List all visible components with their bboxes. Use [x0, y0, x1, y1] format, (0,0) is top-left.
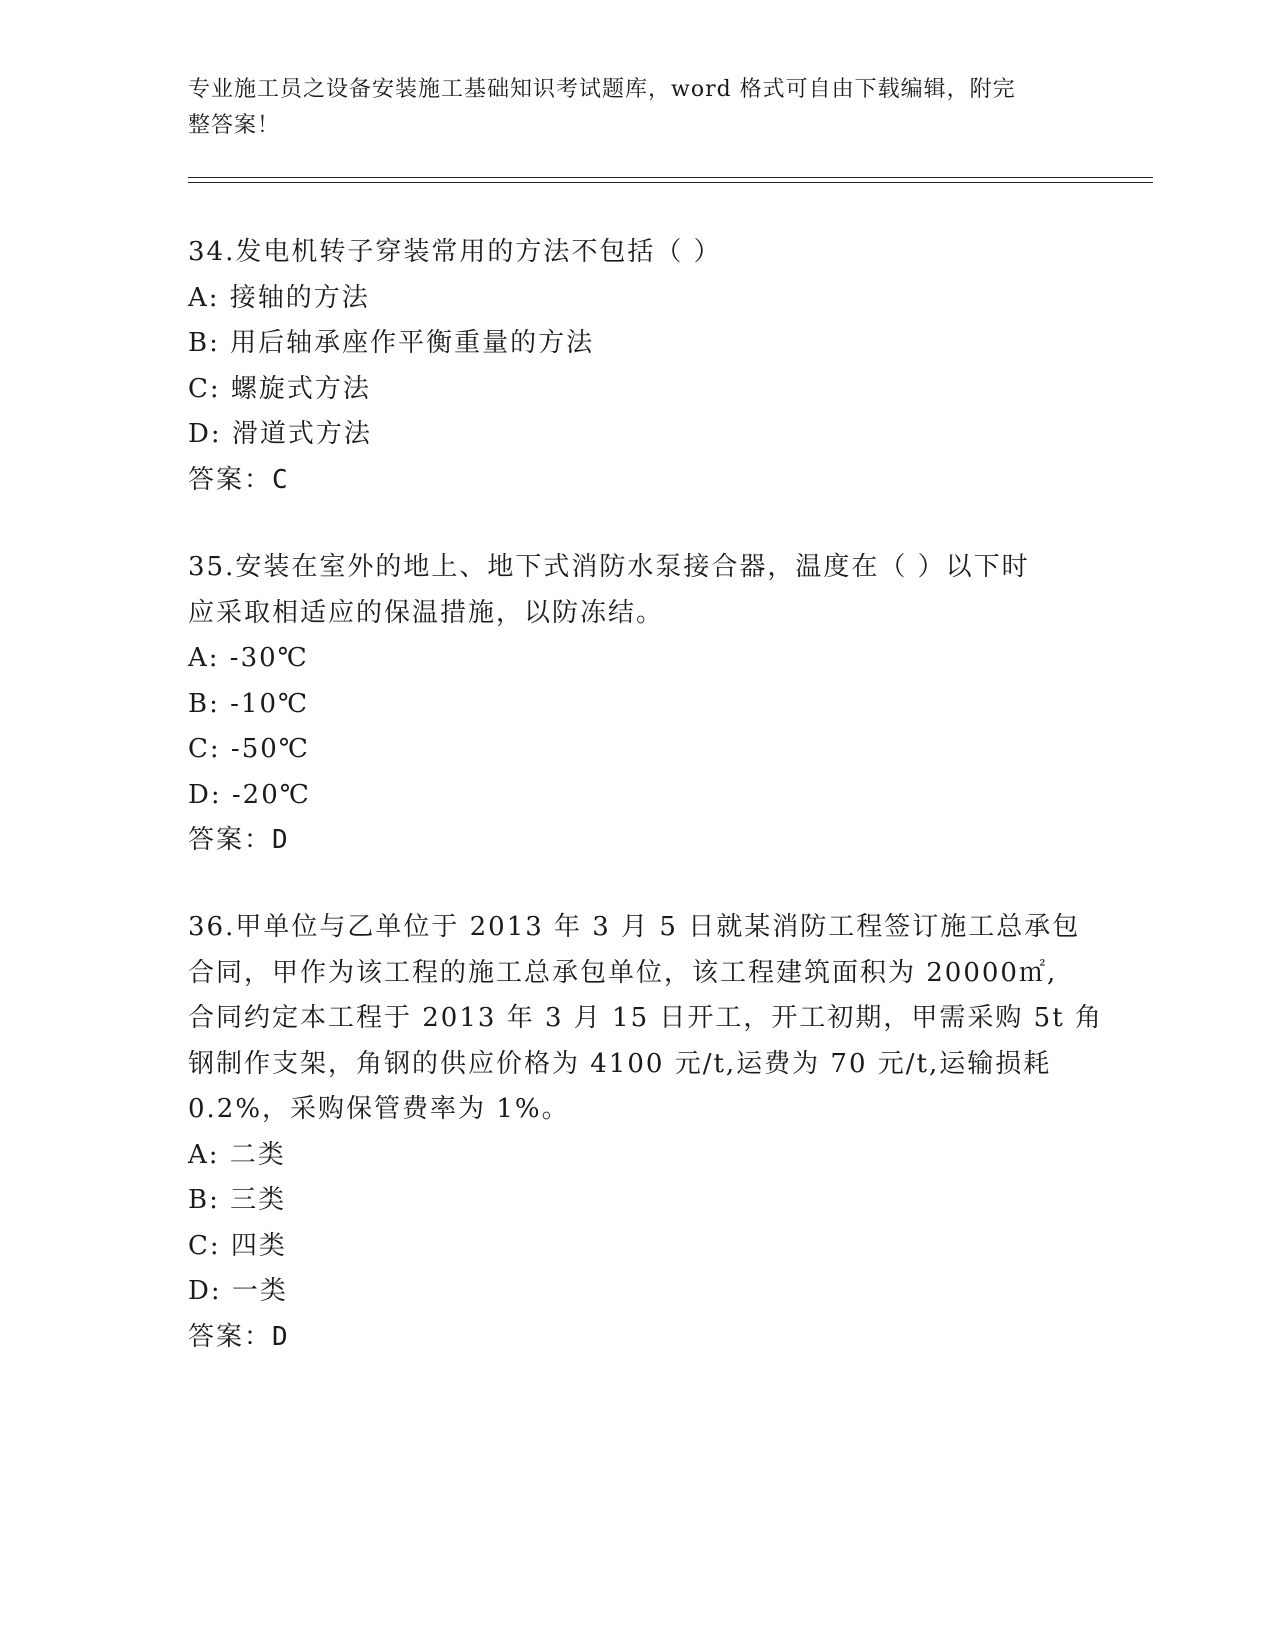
- option-b: B: 三类: [188, 1185, 287, 1215]
- option-b: B: 用后轴承座作平衡重量的方法: [188, 328, 595, 358]
- option-b: B: -10℃: [188, 688, 310, 719]
- question-stem: 36.甲单位与乙单位于 2013 年 3 月 5 日就某消防工程签订施工总承包: [188, 912, 1081, 942]
- answer: 答案：D: [188, 1321, 290, 1352]
- question-stem: 合同约定本工程于 2013 年 3 月 15 日开工，开工初期，甲需采购 5t 角: [188, 1003, 1103, 1033]
- option-c: C: 螺旋式方法: [188, 373, 371, 404]
- question-stem: 钢制作支架，角钢的供应价格为 4100 元/t,运费为 70 元/t,运输损耗: [188, 1048, 1052, 1079]
- question-stem: 应采取相适应的保温措施，以防冻结。: [188, 597, 665, 628]
- answer: 答案：D: [188, 825, 290, 855]
- option-c: C: -50℃: [188, 734, 310, 764]
- answer: 答案：C: [188, 464, 290, 495]
- option-a: A: 二类: [188, 1139, 286, 1170]
- document-header: [188, 72, 1088, 144]
- question-stem: 合同，甲作为该工程的施工总承包单位，该工程建筑面积为 20000㎡,: [188, 957, 1058, 988]
- option-d: D: -20℃: [188, 779, 311, 810]
- option-a: A: -30℃: [188, 643, 309, 673]
- option-d: D: 滑道式方法: [188, 419, 372, 449]
- option-c: C: 四类: [188, 1230, 287, 1261]
- question-35: [188, 545, 1068, 864]
- question-stem: 0.2%，采购保管费率为 1%。: [188, 1094, 570, 1124]
- question-stem: 34.发电机转子穿装常用的方法不包括（ ）: [188, 237, 722, 267]
- question-36: [188, 905, 1103, 1360]
- question-stem: 35.安装在室外的地上、地下式消防水泵接合器，温度在（ ）以下时: [188, 552, 1030, 582]
- option-a: A: 接轴的方法: [188, 282, 370, 313]
- question-34: [188, 230, 1068, 503]
- header-divider-bottom: [188, 182, 1153, 183]
- header-line-2: 整答案！: [188, 113, 281, 138]
- option-d: D: 一类: [188, 1276, 288, 1306]
- header-divider-top: [188, 177, 1153, 178]
- header-line-1: 专业施工员之设备安装施工基础知识考试题库，word 格式可自由下载编辑，附完: [188, 77, 1016, 102]
